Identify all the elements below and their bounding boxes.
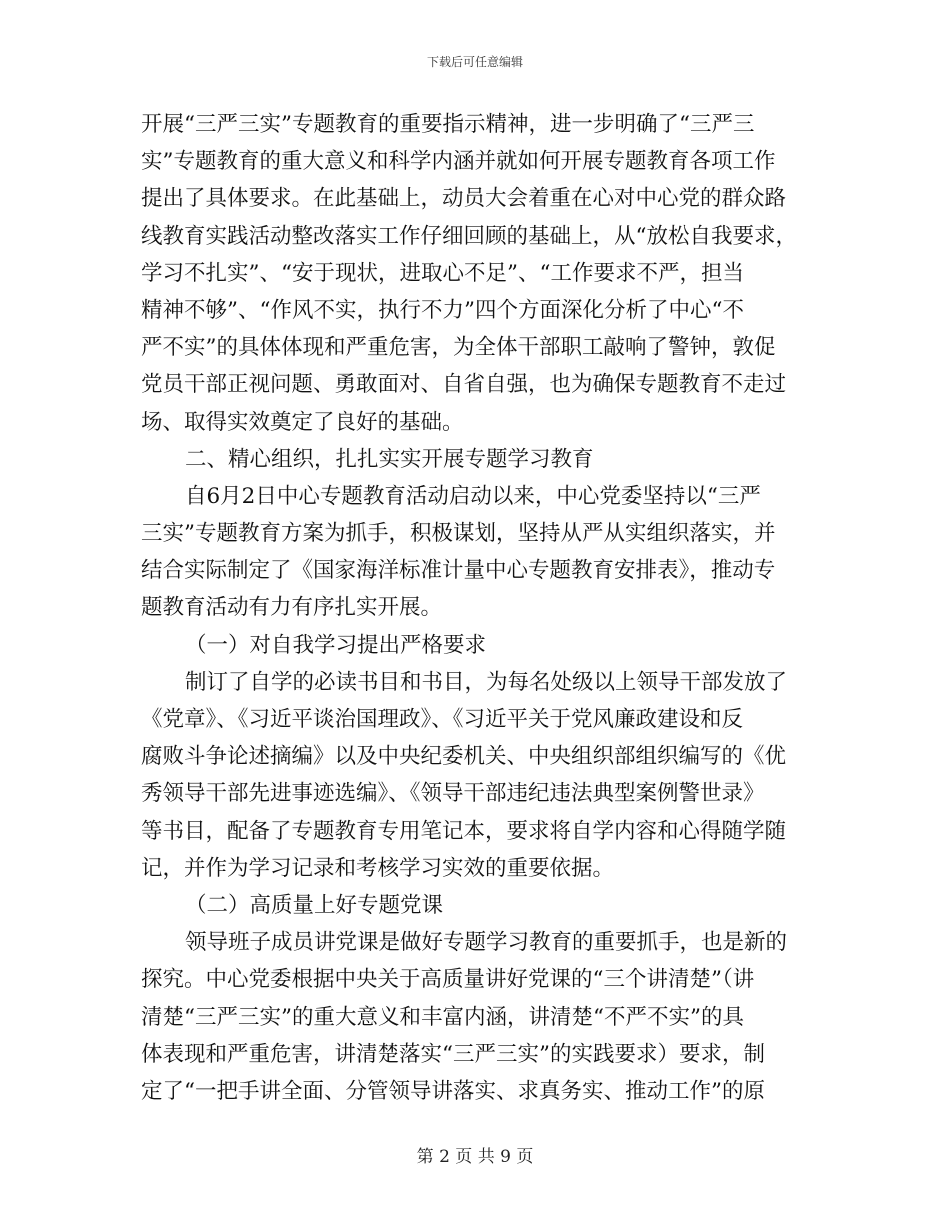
text-line: 清楚“三严三实”的重大意义和丰富内涵，讲清楚“不严不实”的具: [141, 1004, 744, 1030]
text-line: 结合实际制定了《国家海洋标准计量中心专题教育安排表》，推动专: [141, 558, 776, 584]
text-line: 党员干部正视问题、勇敢面对、自省自强，也为确保专题教育不走过: [141, 372, 787, 398]
text-line: 腐败斗争论述摘编》以及中央纪委机关、中央组织部组织编写的《优: [141, 744, 787, 770]
section-heading: 二、精心组织，扎扎实实开展专题学习教育: [185, 446, 594, 472]
text-line: 三实”专题教育方案为抓手，积极谋划，坚持从严从实组织落实，并: [141, 521, 776, 547]
text-line: 定了“一把手讲全面、分管领导讲落实、求真务实、推动工作”的原: [141, 1078, 765, 1104]
subsection-heading: （二）高质量上好专题党课: [185, 892, 444, 918]
page-header-note: 下载后可任意编辑: [426, 55, 523, 69]
text-line: 探究。中心党委根据中央关于高质量讲好党课的“三个讲清楚”（讲: [141, 967, 755, 993]
document-body: [141, 106, 806, 1110]
text-line: 开展“三严三实”专题教育的重要指示精神，进一步明确了“三严三: [141, 112, 755, 137]
page-number: 第 2 页 共 9 页: [416, 1147, 534, 1167]
text-line: 实”专题教育的重大意义和科学内涵并就如何开展专题教育各项工作: [141, 149, 776, 175]
text-line: 线教育实践活动整改落实工作仔细回顾的基础上，从“放松自我要求，: [141, 223, 797, 249]
text-line: 等书目，配备了专题教育专用笔记本，要求将自学内容和心得随学随: [141, 818, 787, 844]
text-line: 场、取得实效奠定了良好的基础。: [141, 409, 464, 435]
text-line: 题教育活动有力有序扎实开展。: [141, 595, 443, 621]
text-line: 制订了自学的必读书目和书目，为每名处级以上领导干部发放了: [185, 669, 788, 695]
text-line: 《党章》、《习近平谈治国理政》、《习近平关于党风廉政建设和反: [141, 707, 744, 732]
text-line: 记，并作为学习记录和考核学习实效的重要依据。: [141, 855, 615, 881]
text-line: 自6月2日中心专题教育活动启动以来，中心党委坚持以“三严: [185, 483, 761, 509]
text-line: 精神不够”、“作风不实，执行不力”四个方面深化分析了中心“不: [141, 297, 744, 323]
text-line: 严不实”的具体体现和严重危害，为全体干部职工敲响了警钟，敦促: [141, 335, 776, 361]
text-line: 学习不扎实”、“安于现状，进取心不足”、“工作要求不严，担当: [141, 260, 744, 286]
text-line: 秀领导干部先进事迹选编》、《领导干部违纪违法典型案例警世录》: [141, 781, 765, 807]
text-line: 领导班子成员讲党课是做好专题学习教育的重要抓手，也是新的: [185, 930, 788, 956]
text-line: 提出了具体要求。在此基础上，动员大会着重在心对中心党的群众路: [141, 186, 787, 212]
subsection-heading: （一）对自我学习提出严格要求: [185, 632, 487, 658]
text-line: 体表现和严重危害，讲清楚落实“三严三实”的实践要求）要求，制: [141, 1041, 765, 1067]
